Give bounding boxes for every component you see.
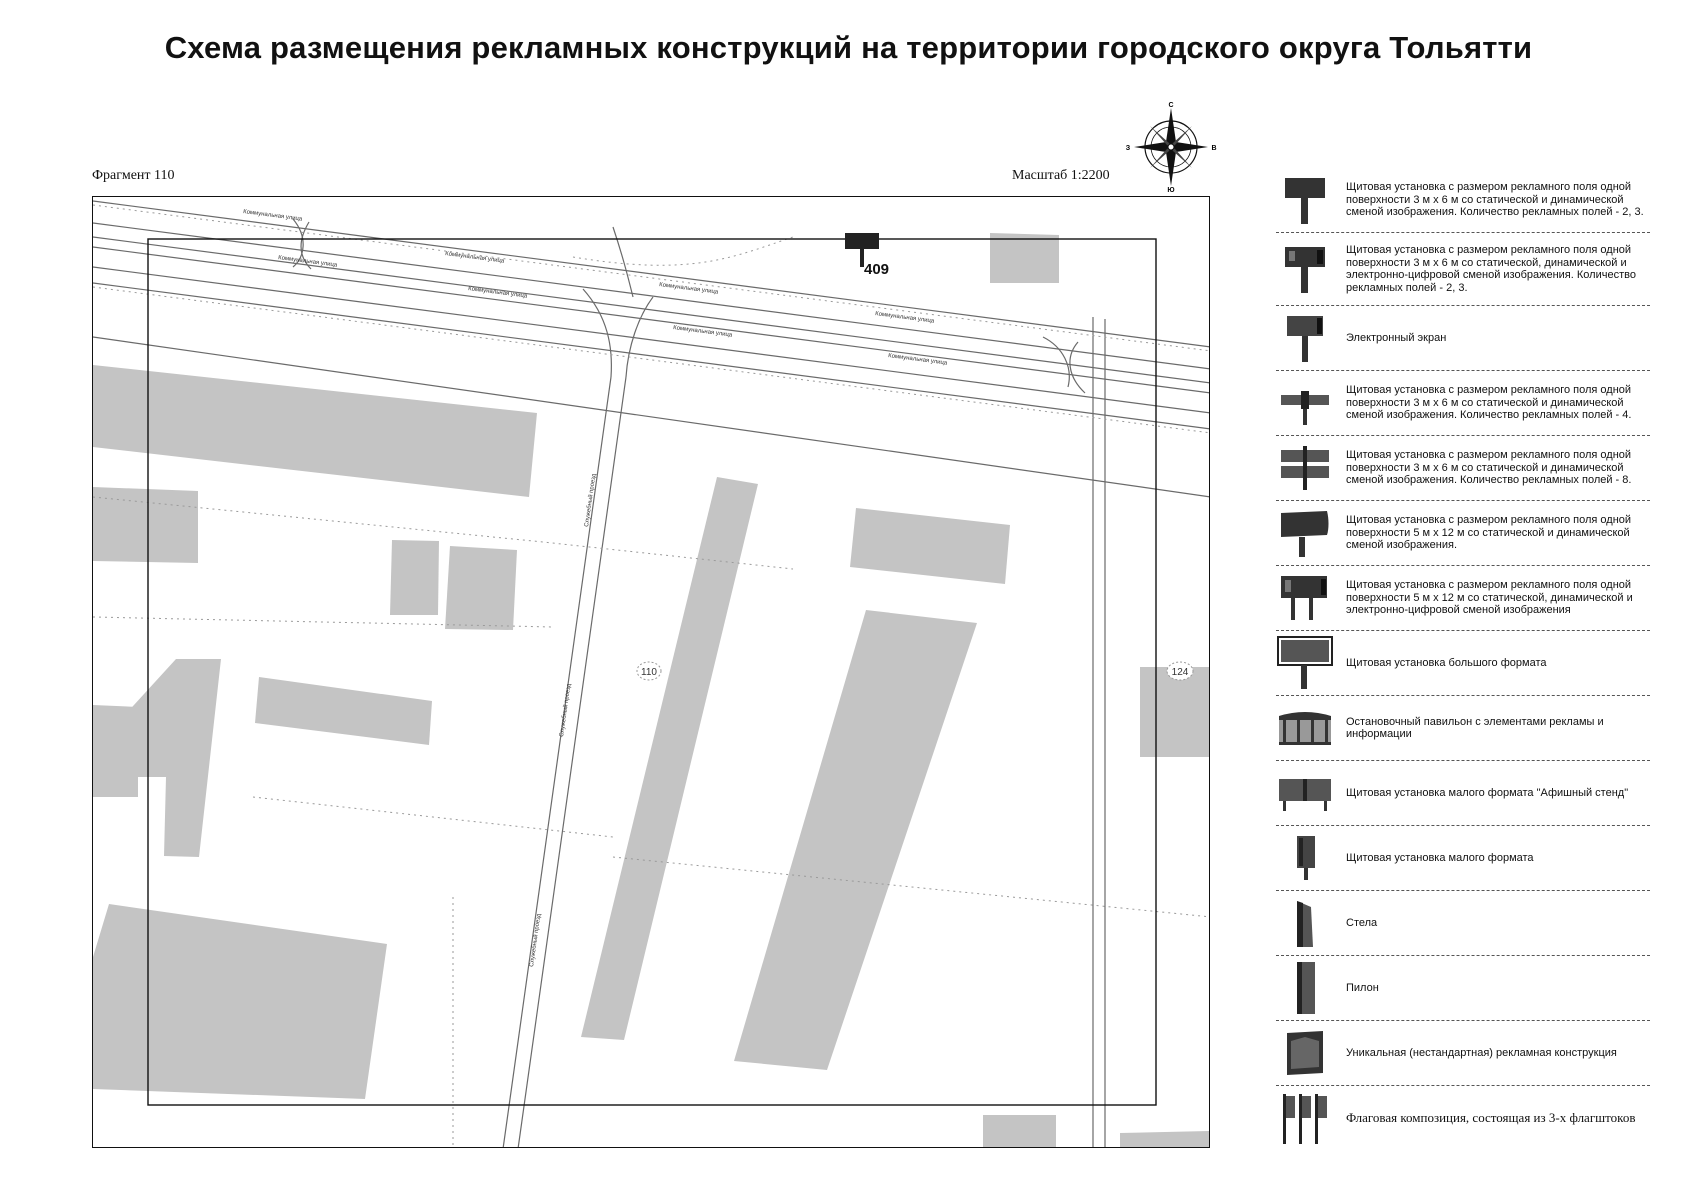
legend-item [1276, 566, 1650, 631]
ad-construction-number: 409 [864, 261, 890, 278]
street-label: Служебный проезд [529, 913, 543, 968]
buildings [93, 233, 1210, 1148]
legend-item [1276, 1086, 1650, 1150]
compass-west-label: З [1125, 145, 1131, 152]
street-label: Служебный проезд [559, 683, 573, 738]
building [581, 477, 758, 1040]
building [734, 610, 977, 1070]
stele-icon [1285, 897, 1325, 949]
billboard-5x12-static-dynamic-icon [1279, 507, 1331, 559]
legend-item [1276, 761, 1650, 826]
street-label: Коммунальная улица [658, 282, 719, 296]
billboard-5x12-digital-icon [1279, 572, 1331, 624]
legend-item [1276, 696, 1650, 761]
poster-stand-icon [1277, 771, 1333, 815]
building [390, 540, 439, 615]
building [93, 904, 387, 1099]
legend-text: Щитовая установка с размером рекламного поля одной поверхности 3 м х 6 м со статической и динамической сменой изображения. Количество рекламных полей - 4. [1346, 384, 1632, 422]
pylon-icon [1285, 960, 1325, 1016]
legend-item [1276, 306, 1650, 371]
legend-text: Щитовая установка с размером рекламного поля одной поверхности 3 м х 6 м со статической и динамической сменой изображения. Количество рекламных полей - 8. [1346, 449, 1632, 487]
billboard-3x6-four-fields-icon [1279, 377, 1331, 429]
building [445, 546, 517, 630]
building [93, 705, 138, 797]
legend-item [1276, 826, 1650, 891]
legend-item [1276, 1021, 1650, 1086]
map-canvas[interactable] [93, 197, 1210, 1148]
flag-composition-icon [1279, 1090, 1331, 1146]
compass-rose-icon [1124, 100, 1218, 192]
legend-item [1276, 956, 1650, 1021]
legend-item [1276, 501, 1650, 566]
street-label: Коммунальная улица [444, 251, 505, 265]
street-label: Коммунальная улица [887, 353, 948, 367]
billboard-3x6-static-dynamic-icon [1281, 174, 1329, 226]
street-label: Коммунальная улица [672, 325, 733, 339]
legend-text: Щитовая установка с размером рекламного поля одной поверхности 5 м х 12 м со статической, динамической и электронно-цифровой сменой изображения [1346, 579, 1633, 617]
scale-label: Масштаб 1:2200 [1012, 168, 1110, 183]
building [990, 233, 1059, 283]
street-label: Коммунальная улица [277, 255, 338, 269]
billboard-3x6-digital-icon [1281, 243, 1329, 295]
building [93, 365, 537, 497]
legend-text: Щитовая установка с размером рекламного поля одной поверхности 5 м х 12 м со статической и динамической сменой изображения. [1346, 514, 1632, 552]
street-label: Коммунальная улица [467, 286, 528, 300]
legend-item [1276, 631, 1650, 696]
ad-construction-marker[interactable] [845, 233, 889, 278]
building [1120, 1131, 1210, 1148]
small-format-billboard-icon [1285, 832, 1325, 884]
street-label: Коммунальная улица [242, 209, 303, 223]
fragment-marker[interactable] [637, 662, 661, 680]
legend-text: Пилон [1346, 981, 1379, 994]
legend-text: Щитовая установка с размером рекламного поля одной поверхности 3 м х 6 м со статической, динамической и электронно-цифровой сменой изображения. Количество рекламных полей - 2, 3. [1346, 244, 1636, 294]
legend-item [1276, 371, 1650, 436]
legend-text: Щитовая установка малого формата [1346, 851, 1534, 864]
legend-text: Электронный экран [1346, 331, 1447, 344]
fragment-marker-label: 110 [641, 667, 657, 678]
page-title: Схема размещения рекламных конструкций на территории городского округа Тольятти [164, 30, 1533, 65]
legend-item [1276, 233, 1650, 306]
electronic-screen-icon [1281, 312, 1329, 364]
legend-item [1276, 891, 1650, 956]
building [850, 508, 1010, 584]
legend-text: Флаговая композиция, состоящая из 3-х флагштоков [1346, 1110, 1636, 1125]
compass-east-label: В [1211, 145, 1217, 152]
large-format-billboard-icon [1277, 635, 1333, 691]
street-label: Коммунальная улица [874, 311, 935, 325]
map-panel[interactable] [92, 196, 1210, 1148]
compass-south-label: Ю [1167, 187, 1175, 192]
legend-text: Уникальная (нестандартная) рекламная конструкция [1346, 1046, 1617, 1059]
legend [1276, 168, 1650, 1150]
legend-text: Стела [1346, 916, 1378, 929]
building [255, 677, 432, 745]
legend-text: Щитовая установка малого формата "Афишный стенд" [1346, 786, 1629, 799]
fragment-marker[interactable] [1167, 662, 1193, 680]
unique-construction-icon [1281, 1027, 1329, 1079]
legend-item [1276, 436, 1650, 501]
legend-item [1276, 168, 1650, 233]
building [983, 1115, 1056, 1148]
legend-text: Остановочный павильон с элементами рекламы и информации [1346, 715, 1604, 740]
street-label: Служебный проезд [584, 473, 598, 528]
building [93, 487, 198, 563]
legend-text: Щитовая установка большого формата [1346, 656, 1547, 669]
billboard-3x6-eight-fields-icon [1279, 442, 1331, 494]
fragment-marker-label: 124 [1171, 667, 1189, 678]
building [1140, 667, 1210, 757]
fragment-label: Фрагмент 110 [92, 168, 175, 183]
compass-north-label: С [1168, 102, 1174, 109]
bus-stop-pavilion-icon [1277, 706, 1333, 750]
legend-text: Щитовая установка с размером рекламного поля одной поверхности 3 м х 6 м со статической и динамической сменой изображения. Количество рекламных полей - 2, 3. [1346, 181, 1644, 219]
